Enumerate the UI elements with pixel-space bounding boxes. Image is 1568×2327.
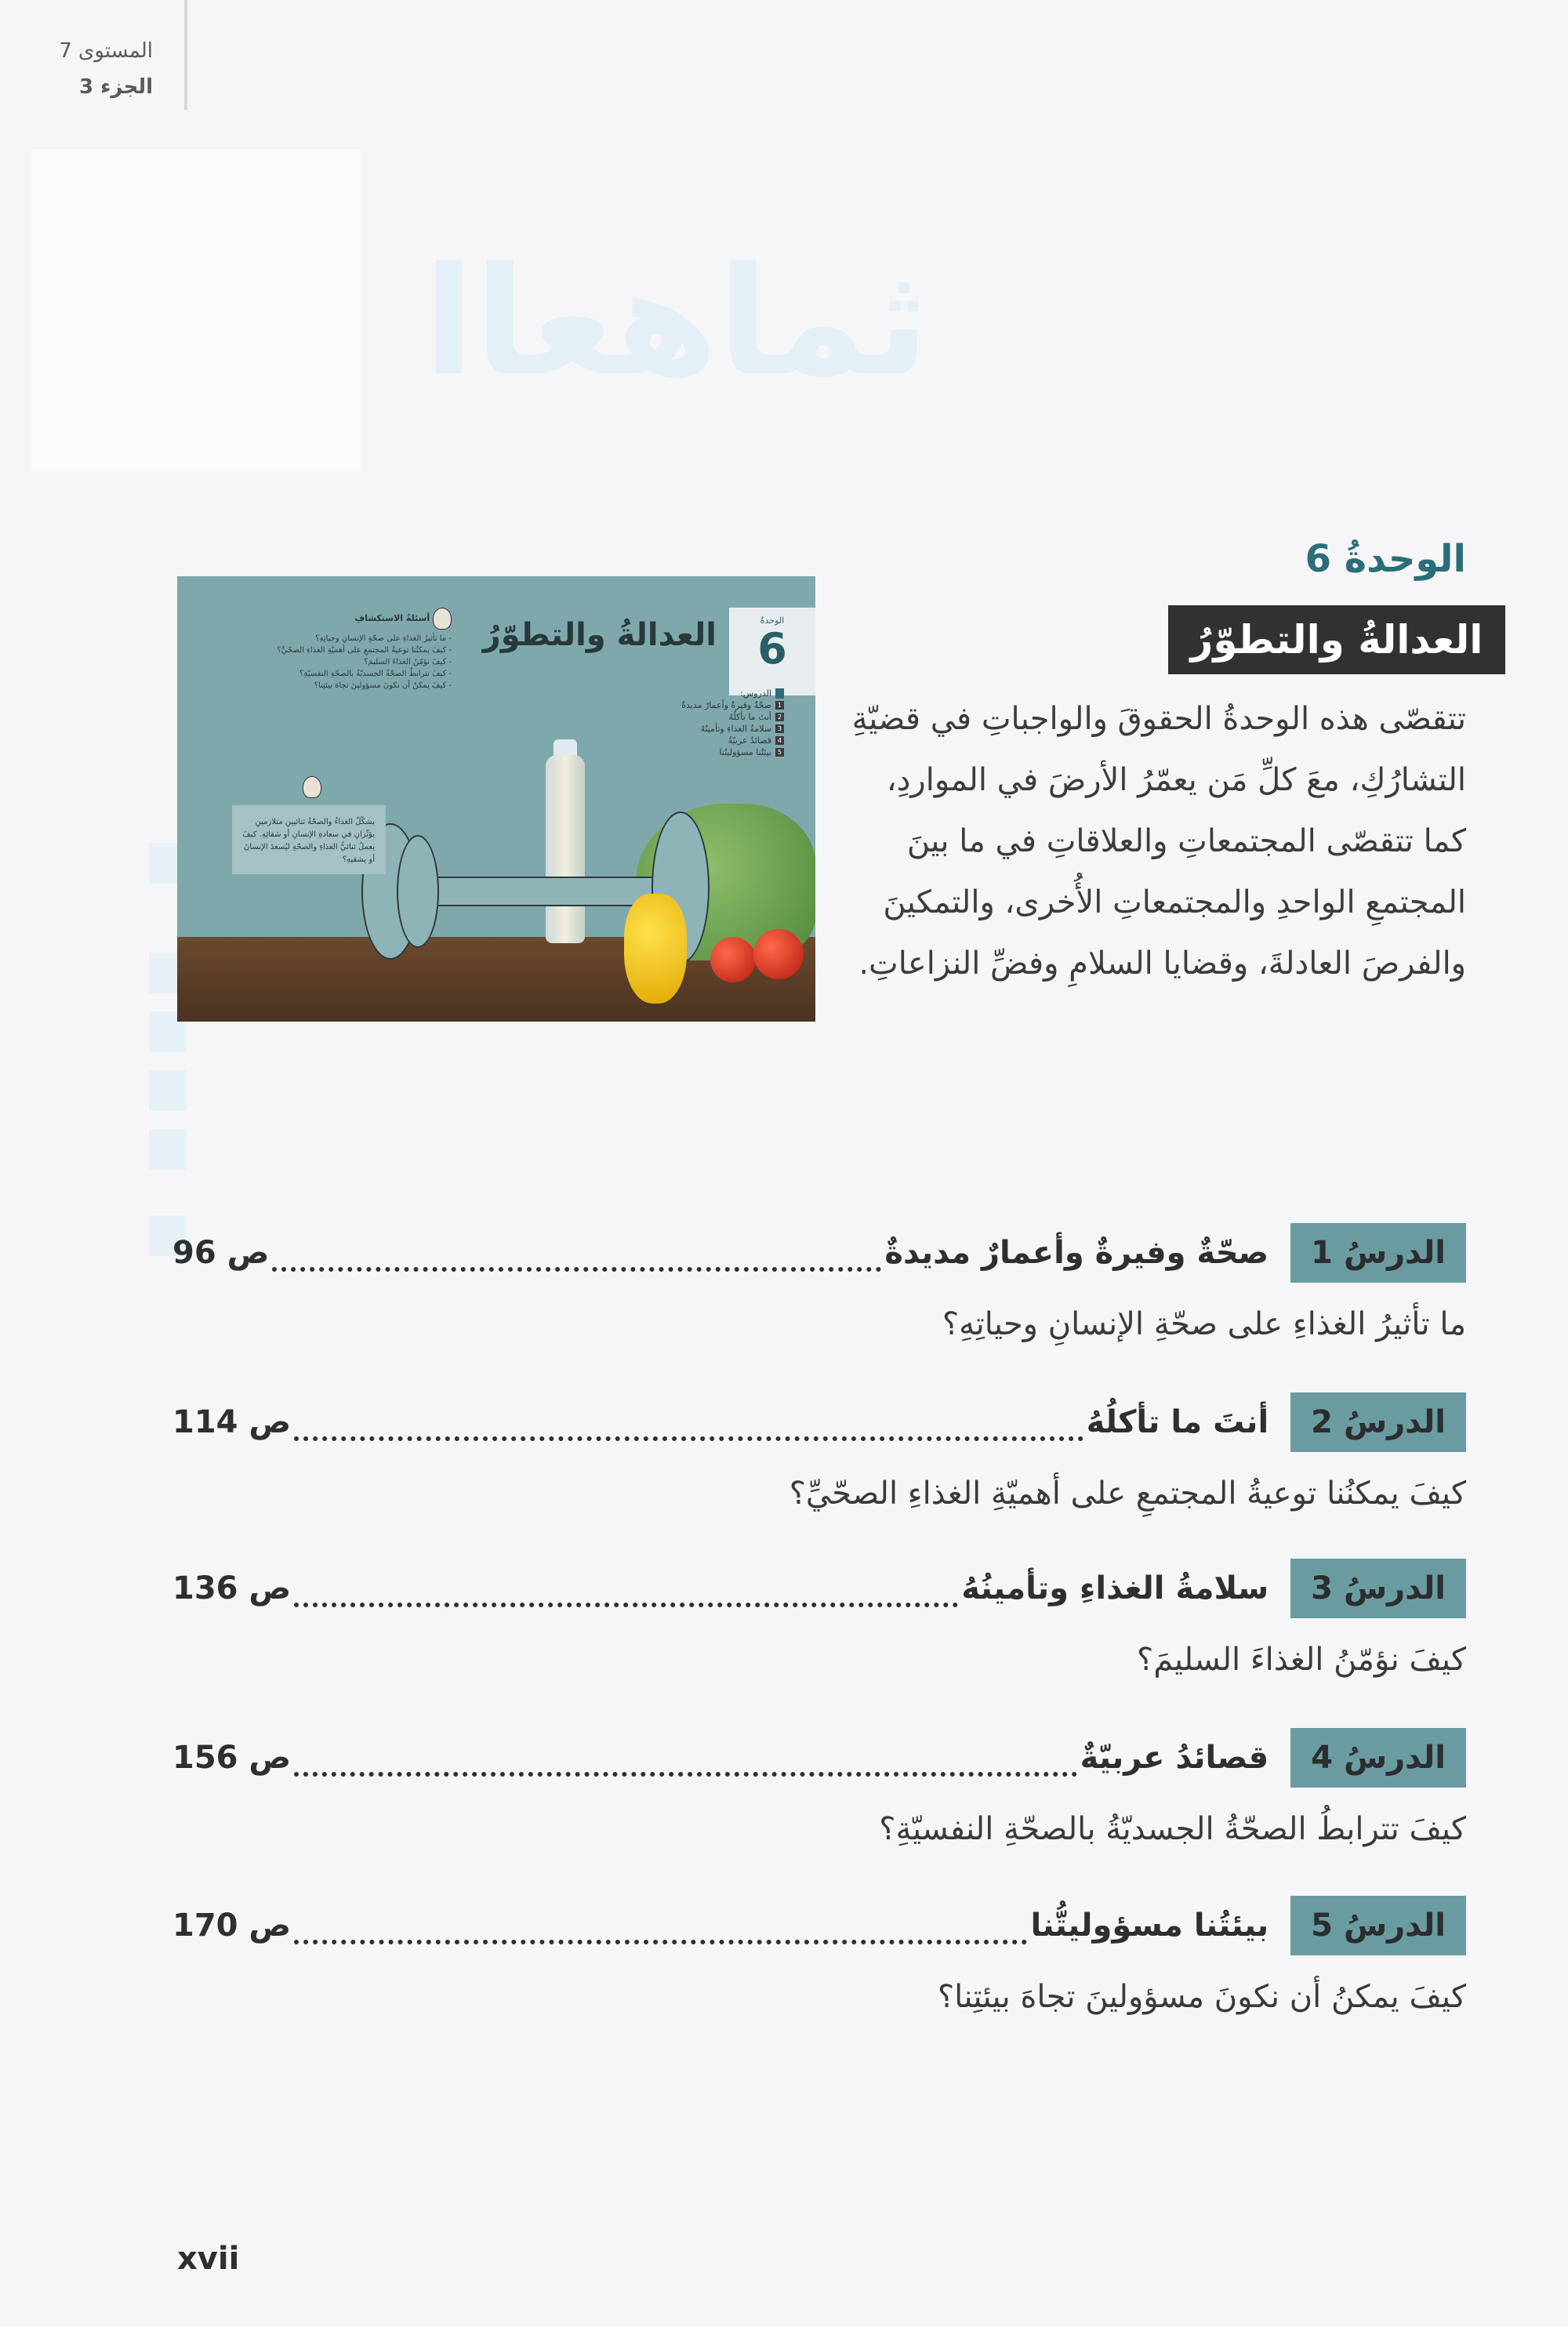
lesson-question: ما تأثيرُ الغذاءِ على صحّةِ الإنسانِ وحياتِهِ؟ xyxy=(942,1306,1466,1342)
student-avatar-icon xyxy=(433,608,452,630)
watermark-box xyxy=(149,1129,187,1170)
watermark-text: ثماهعاا xyxy=(423,235,930,408)
tomato-image xyxy=(710,937,756,982)
student-avatar-icon xyxy=(303,776,321,798)
thumb-lessons-heading: الدروس: xyxy=(740,688,771,699)
lesson-page: ص 156 xyxy=(172,1740,292,1776)
lesson-badge: الدرسُ 5 xyxy=(1290,1896,1466,1955)
leader-dots xyxy=(272,1247,881,1272)
lesson-badge: الدرسُ 3 xyxy=(1290,1559,1466,1618)
lesson-badge: الدرسُ 4 xyxy=(1290,1728,1466,1788)
lesson-title: أنتَ ما تأكلُهُ xyxy=(1086,1404,1269,1440)
lesson-page: ص 114 xyxy=(172,1404,292,1440)
leader-dots xyxy=(294,1752,1076,1777)
lesson-question: كيفَ تترابطُ الصحّةُ الجسديّةُ بالصحّةِ النفسيّةِ؟ xyxy=(879,1811,1466,1847)
lesson-page: ص 170 xyxy=(172,1908,292,1944)
thumb-unit-box xyxy=(729,608,815,695)
water-bottle-image xyxy=(546,755,585,943)
thumb-question: - كيفَ يمكنُ أن نكونَ مسؤولينَ تجاهَ بيئتِنا؟ xyxy=(314,681,452,690)
thumb-lesson-title: صحّةٌ وفيرةٌ وأعمارٌ مديدةٌ xyxy=(681,700,771,710)
lesson-entry xyxy=(172,1559,1466,1715)
thumb-unit-label: الوحدةُ xyxy=(760,615,785,626)
thumb-questions xyxy=(271,608,452,693)
unit-title-bar: العدالةُ والتطوّرُ xyxy=(1168,605,1505,674)
thumb-question: - ما تأثيرُ الغذاءِ على صحّةِ الإنسانِ وحياتِهِ؟ xyxy=(315,634,452,643)
thumb-lesson-number: 5 xyxy=(775,748,784,757)
leader-dots xyxy=(294,1416,1083,1441)
lesson-entry xyxy=(172,1896,1466,2053)
unit-description: تتقصّى هذه الوحدةُ الحقوقَ والواجباتِ في قضيّةِ التشارُكِ، معَ كلِّ مَن يعمّرُ الأرضَ في المواردِ، كما تتقصّى المجتمعاتِ والعلاقاتِ في ما بينَ المجتمعِ الواحدِ والمجتمعاتِ الأُخرى، والتمكينَ والفرصَ العادلةَ، وقضايا السلامِ وفضِّ النزاعاتِ. xyxy=(851,701,1466,982)
watermark-box xyxy=(149,1070,187,1111)
level-label: المستوى 7 xyxy=(59,39,153,63)
thumb-lesson-number: 2 xyxy=(775,713,784,721)
thumb-lesson-number: 4 xyxy=(775,736,784,745)
leader-dots xyxy=(294,1582,958,1607)
lesson-entry xyxy=(172,1728,1466,1885)
lesson-question: كيفَ يمكنُ أن نكونَ مسؤولينَ تجاهَ بيئتِنا؟ xyxy=(937,1979,1466,2015)
lesson-question: كيفَ نؤمّنُ الغذاءَ السليمَ؟ xyxy=(1137,1642,1466,1678)
thumb-question: - كيفَ نؤمّنُ الغذاءَ السليمَ؟ xyxy=(364,658,452,666)
thumb-lesson-title: بيئتُنا مسؤوليتُنا xyxy=(719,747,771,757)
book-icon xyxy=(775,688,784,699)
dumbbell-plate xyxy=(397,835,439,948)
lesson-entry xyxy=(172,1392,1466,1549)
thumb-lesson-title: قصائدُ عربيّةٌ xyxy=(728,735,771,746)
lesson-page: ص 96 xyxy=(172,1235,270,1271)
leader-dots xyxy=(294,1919,1027,1944)
header-divider xyxy=(184,0,187,110)
unit-thumbnail xyxy=(177,576,815,1022)
thumb-questions-heading: أسئلةُ الاستكشافِ xyxy=(354,613,430,623)
thumb-question: - كيفَ تترابطُ الصحّةُ الجسديّةُ بالصحّةِ النفسيّةِ؟ xyxy=(299,670,452,678)
thumb-quote-box: يشكّلُ الغذاءُ والصحّةُ ثنائيينِ متلازمينِ يؤثّرانِ في سعادةِ الإنسانِ أو شقائِهِ. كيفَ يعملُ ثنائيُّ الغذاءِ والصحّةِ ليُسعدَ الإنسانَ أو يشقيهِ؟ xyxy=(232,805,386,874)
lesson-title: سلامةُ الغذاءِ وتأمينُهُ xyxy=(961,1570,1269,1606)
lesson-title: صحّةٌ وفيرةٌ وأعمارٌ مديدةٌ xyxy=(884,1235,1269,1271)
lesson-entry xyxy=(172,1223,1466,1380)
thumb-lesson-title: سلامةُ الغذاءِ وتأمينُهُ xyxy=(700,724,771,734)
thumb-unit-title: العدالةُ والتطوّرُ xyxy=(482,617,717,653)
lesson-badge: الدرسُ 2 xyxy=(1290,1392,1466,1452)
lesson-title: قصائدُ عربيّةٌ xyxy=(1080,1740,1269,1776)
unit-number-heading: الوحدةُ 6 xyxy=(1305,537,1466,581)
part-label: الجزء 3 xyxy=(78,75,153,99)
tomato-image xyxy=(753,929,804,979)
dumbbell-bar xyxy=(428,877,666,906)
lesson-question: كيفَ يمكنُنا توعيةُ المجتمعِ على أهميّةِ الغذاءِ الصحّيِّ؟ xyxy=(789,1476,1466,1512)
lesson-badge: الدرسُ 1 xyxy=(1290,1223,1466,1283)
yellow-pepper-image xyxy=(624,894,687,1004)
thumb-lesson-number: 1 xyxy=(775,701,784,710)
thumb-unit-number: 6 xyxy=(757,624,787,673)
lesson-title: بيئتُنا مسؤوليتُّنا xyxy=(1030,1908,1269,1944)
thumb-lesson-title: أنتَ ما تأكلُهُ xyxy=(728,712,771,722)
page-folio: xvii xyxy=(177,2241,240,2277)
lesson-page: ص 136 xyxy=(172,1570,292,1606)
watermark-panel xyxy=(31,149,361,470)
thumb-question: - كيفَ يمكنُنا توعيةُ المجتمعِ على أهميّةِ الغذاءِ الصحّيِّ؟ xyxy=(277,646,452,655)
thumb-lesson-number: 3 xyxy=(775,724,784,733)
thumb-lessons-list xyxy=(681,688,784,758)
